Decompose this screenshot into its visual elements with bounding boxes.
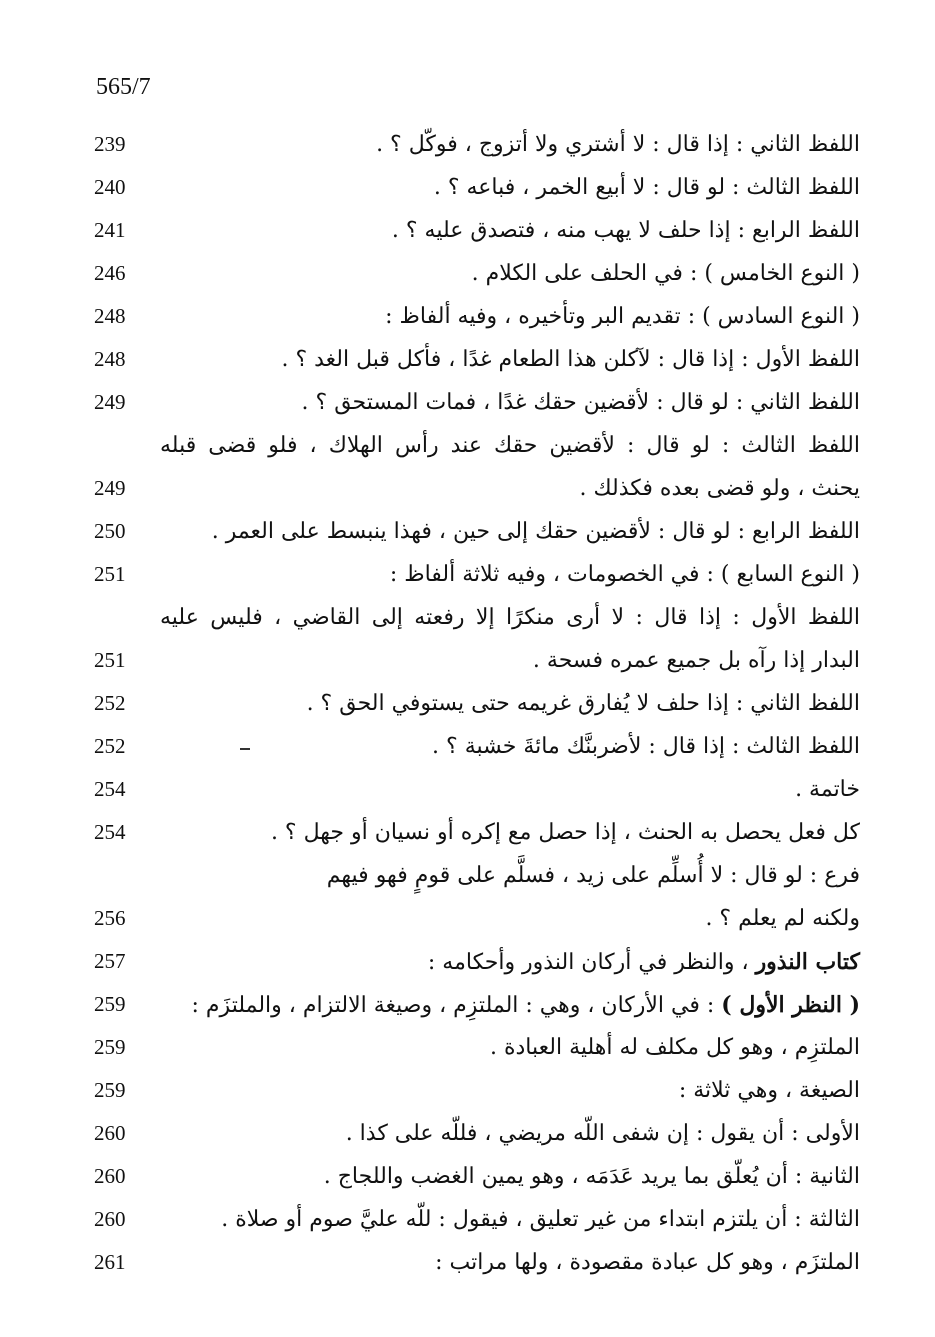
toc-row <box>90 855 870 898</box>
toc-row <box>90 468 870 511</box>
toc-row <box>90 1027 870 1070</box>
entry-text: اللفظ الثالث : لو قال : لأقضين حقك عند رأس الهلاك ، فلو قضى قبله <box>160 433 860 458</box>
entry-text: ولكنه لم يعلم ؟ . <box>705 906 860 931</box>
entry-text: الثالثة : أن يلتزم ابتداء من غير تعليق ، فيقول : للّه عليَّ صوم أو صلاة . <box>221 1207 860 1232</box>
entry-text: اللفظ الأول : إذا قال : لا أرى منكرًا إلا رفعته إلى القاضي ، فليس عليه <box>160 605 860 630</box>
page-number: 260 <box>94 1121 126 1145</box>
toc-row <box>90 167 870 210</box>
page-number: 249 <box>94 476 126 500</box>
entry-text <box>160 945 860 980</box>
page-number: 261 <box>94 1250 126 1274</box>
toc-row <box>90 1199 870 1242</box>
entry-text: اللفظ الثاني : لو قال : لأقضين حقك غدًا ، فمات المستحق ؟ . <box>301 390 860 415</box>
toc-row <box>90 726 870 769</box>
toc-row <box>90 812 870 855</box>
entry-text: ( النوع السادس ) : تقديم البر وتأخيره ، وفيه ألفاظ : <box>385 304 860 329</box>
toc-row <box>90 382 870 425</box>
entry-text: اللفظ الثاني : إذا حلف لا يُفارق غريمه حتى يستوفي الحق ؟ . <box>306 691 860 716</box>
entry-text: اللفظ الرابع : لو قال : لأقضين حقك إلى حين ، فهذا ينبسط على العمر . <box>211 519 860 544</box>
section-heading: ( النظر الأول ) <box>721 992 860 1018</box>
toc-row <box>90 554 870 597</box>
entry-text: اللفظ الثاني : إذا قال : لا أشتري ولا أتزوج ، فوكّل ؟ . <box>376 132 860 157</box>
page-number: 252 <box>94 691 126 715</box>
entry-text: الملتزِم ، وهو كل مكلف له أهلية العبادة . <box>490 1035 860 1060</box>
entry-text: البدار إذا رآه بل جميع عمره فسحة . <box>532 648 860 673</box>
page-number: 251 <box>94 648 126 672</box>
toc-row <box>90 984 870 1027</box>
toc-row <box>90 1242 870 1285</box>
page-number: 241 <box>94 218 126 242</box>
entry-text: اللفظ الرابع : إذا حلف لا يهب منه ، فتصدق عليه ؟ . <box>391 218 860 243</box>
entry-text: ( النوع الخامس ) : في الحلف على الكلام . <box>471 261 860 286</box>
toc-row <box>90 210 870 253</box>
entry-text: خاتمة . <box>795 777 860 802</box>
toc-row <box>90 124 870 167</box>
entry-text: الثانية : أن يُعلّق بما يريد عَدَمَه ، وهو يمين الغضب واللجاج . <box>323 1164 860 1189</box>
page-number: 254 <box>94 820 126 844</box>
page-number: 248 <box>94 304 126 328</box>
page-number: 252 <box>94 734 126 758</box>
toc-row <box>90 253 870 296</box>
section-heading: كتاب النذور <box>755 949 860 975</box>
entry-text: كل فعل يحصل به الحنث ، إذا حصل مع إكره أو نسيان أو جهل ؟ . <box>270 820 860 845</box>
entry-text-rest: ، والنظر في أركان النذور وأحكامه : <box>427 950 756 975</box>
entry-text: الصيغة ، وهي ثلاثة : <box>678 1078 860 1103</box>
toc-row <box>90 425 870 468</box>
entry-text: الملتزَم ، وهو كل عبادة مقصودة ، ولها مراتب : <box>435 1250 860 1275</box>
toc-row <box>90 1156 870 1199</box>
page-number: 246 <box>94 261 126 285</box>
toc-row <box>90 1113 870 1156</box>
toc-row <box>90 769 870 812</box>
table-of-contents <box>90 124 870 1285</box>
page-number: 251 <box>94 562 126 586</box>
page-number: 239 <box>94 132 126 156</box>
toc-row <box>90 339 870 382</box>
toc-row <box>90 511 870 554</box>
toc-row <box>90 898 870 941</box>
page-number: 250 <box>94 519 126 543</box>
page-number: 248 <box>94 347 126 371</box>
page-number: 259 <box>94 992 126 1016</box>
entry-text: اللفظ الأول : إذا قال : لآكلن هذا الطعام غدًا ، فأكل قبل الغد ؟ . <box>281 347 860 372</box>
page-number: 249 <box>94 390 126 414</box>
entry-text: اللفظ الثالث : لو قال : لا أبيع الخمر ، فباعه ؟ . <box>433 175 860 200</box>
entry-text: ( النوع السابع ) : في الخصومات ، وفيه ثلاثة ألفاظ : <box>389 562 860 587</box>
page-reference: 565/7 <box>96 74 151 100</box>
page-number: 257 <box>94 949 126 973</box>
page-number: 260 <box>94 1164 126 1188</box>
toc-row <box>90 640 870 683</box>
page-number: 240 <box>94 175 126 199</box>
entry-text: يحنث ، ولو قضى بعده فكذلك . <box>579 476 860 501</box>
page-number: 259 <box>94 1078 126 1102</box>
toc-row <box>90 683 870 726</box>
entry-text: فرع : لو قال : لا أُسلِّم على زيد ، فسلَّم على قومٍ فهو فيهم <box>326 863 860 888</box>
page-number: 256 <box>94 906 126 930</box>
entry-text-rest: : في الأركان ، وهي : الملتزِم ، وصيغة الالتزام ، والملتزَم : <box>191 993 722 1018</box>
toc-row <box>90 597 870 640</box>
page-number: 254 <box>94 777 126 801</box>
entry-text: الأولى : أن يقول : إن شفى اللّه مريضي ، فللّه على كذا . <box>345 1121 860 1146</box>
toc-row <box>90 941 870 984</box>
toc-row <box>90 296 870 339</box>
entry-text: اللفظ الثالث : إذا قال : لأضربنَّك مائةَ خشبة ؟ . <box>432 734 860 759</box>
entry-text <box>160 988 860 1023</box>
page-number: 260 <box>94 1207 126 1231</box>
toc-row <box>90 1070 870 1113</box>
page-number: 259 <box>94 1035 126 1059</box>
